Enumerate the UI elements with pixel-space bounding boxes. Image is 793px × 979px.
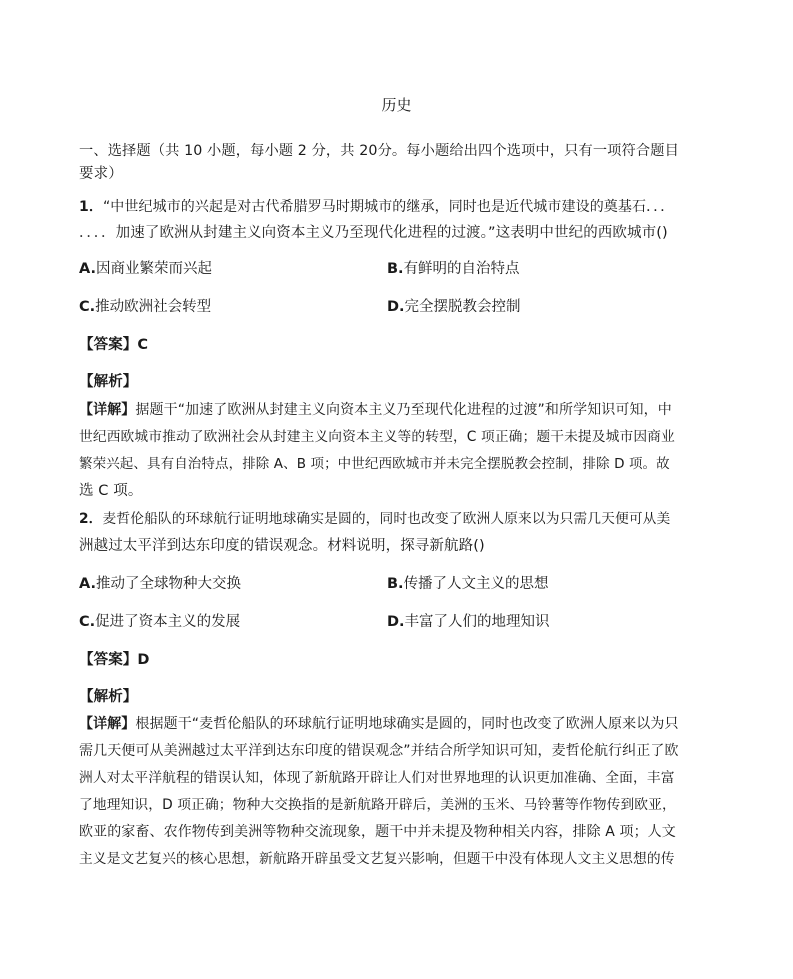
detail-tag: 【详解】 xyxy=(79,716,136,732)
question-2-option-c: C.促进了资本主义的发展 xyxy=(79,614,241,630)
question-1-detail-line1: 【详解】据题干“加速了欧洲从封建主义向资本主义乃至现代化进程的过渡”和所学知识可知，中 xyxy=(79,402,672,418)
question-2-detail-line6: 主义是文艺复兴的核心思想，新航路开辟虽受文艺复兴影响，但题干中没有体现人文主义思想的传 xyxy=(79,851,675,867)
section-heading-line2: 要求） xyxy=(79,166,123,182)
question-2-stem-line1 xyxy=(79,508,679,530)
question-2-answer xyxy=(79,649,679,671)
question-1-detail-line2: 世纪西欧城市推动了欧洲社会从封建主义向资本主义等的转型，C 项正确；题干未提及城市因商业 xyxy=(79,429,675,445)
section-heading-line1: 一、选择题（共 10 小题，每小题 2 分，共 20分。每小题给出四个选项中，只有一项符合题目 xyxy=(79,143,679,159)
question-1-detail-line3: 繁荣兴起、具有自治特点，排除 A、B 项；中世纪西欧城市并未完全摆脱教会控制，排除 D 项。故 xyxy=(79,456,670,472)
question-1-stem-line1 xyxy=(79,196,679,218)
question-2-option-b: B.传播了人文主义的思想 xyxy=(387,576,549,592)
question-2-detail-line3: 洲人对太平洋航程的错误认知，体现了新航路开辟让人们对世界地理的认识更加准确、全面，丰富 xyxy=(79,770,675,786)
answer-value: C xyxy=(137,337,149,353)
question-2-detail-line2: 需几天便可从美洲越过太平洋到达东印度的错误观念”并结合所学知识可知，麦哲伦航行纠正了欧 xyxy=(79,743,679,759)
answer-tag: 【答案】 xyxy=(79,337,138,353)
question-1-stem-text1: “中世纪城市的兴起是对古代希腊罗马时期城市的继承，同时也是近代城市建设的奠基石．．． xyxy=(102,199,675,215)
question-2-stem-line2: 洲越过太平洋到达东印度的错误观念。材料说明，探寻新航路() xyxy=(79,538,485,554)
answer-value: D xyxy=(137,652,150,668)
question-2-detail-line1: 【详解】根据题干“麦哲伦船队的环球航行证明地球确实是圆的，同时也改变了欧洲人原来以为只 xyxy=(79,716,679,732)
question-1-detail-line4: 选 C 项。 xyxy=(79,483,143,499)
question-2-stem-text1: 麦哲伦船队的环球航行证明地球确实是圆的，同时也改变了欧洲人原来以为只需几天便可从美 xyxy=(102,511,671,527)
question-2-option-d: D.丰富了人们的地理知识 xyxy=(387,614,550,630)
question-2-number: 2． xyxy=(79,511,103,527)
question-1-option-b: B.有鲜明的自治特点 xyxy=(387,261,520,277)
question-2-detail-line4: 了地理知识，D 项正确；物种大交换指的是新航路开辟后，美洲的玉米、马铃薯等作物传到欧亚， xyxy=(79,797,676,813)
page-title: 历史 xyxy=(381,96,412,114)
question-2-detail-line5: 欧亚的家畜、农作物传到美洲等物种交流现象，题干中并未提及物种相关内容，排除 A 项；人文 xyxy=(79,824,676,840)
question-1-number: 1． xyxy=(79,199,103,215)
question-1-analysis-heading: 【解析】 xyxy=(79,374,138,390)
detail-tag: 【详解】 xyxy=(79,402,136,418)
question-1-stem-line2: ．．．．加速了欧洲从封建主义向资本主义乃至现代化进程的过渡。”这表明中世纪的西欧城市() xyxy=(79,225,668,241)
question-1-option-c: C.推动欧洲社会转型 xyxy=(79,299,212,315)
question-2-option-a: A.推动了全球物种大交换 xyxy=(79,576,241,592)
question-1-answer xyxy=(79,334,679,356)
question-1-option-d: D.完全摆脱教会控制 xyxy=(387,299,521,315)
question-2-analysis-heading: 【解析】 xyxy=(79,689,138,705)
question-1-option-a: A.因商业繁荣而兴起 xyxy=(79,261,212,277)
answer-tag: 【答案】 xyxy=(79,652,138,668)
